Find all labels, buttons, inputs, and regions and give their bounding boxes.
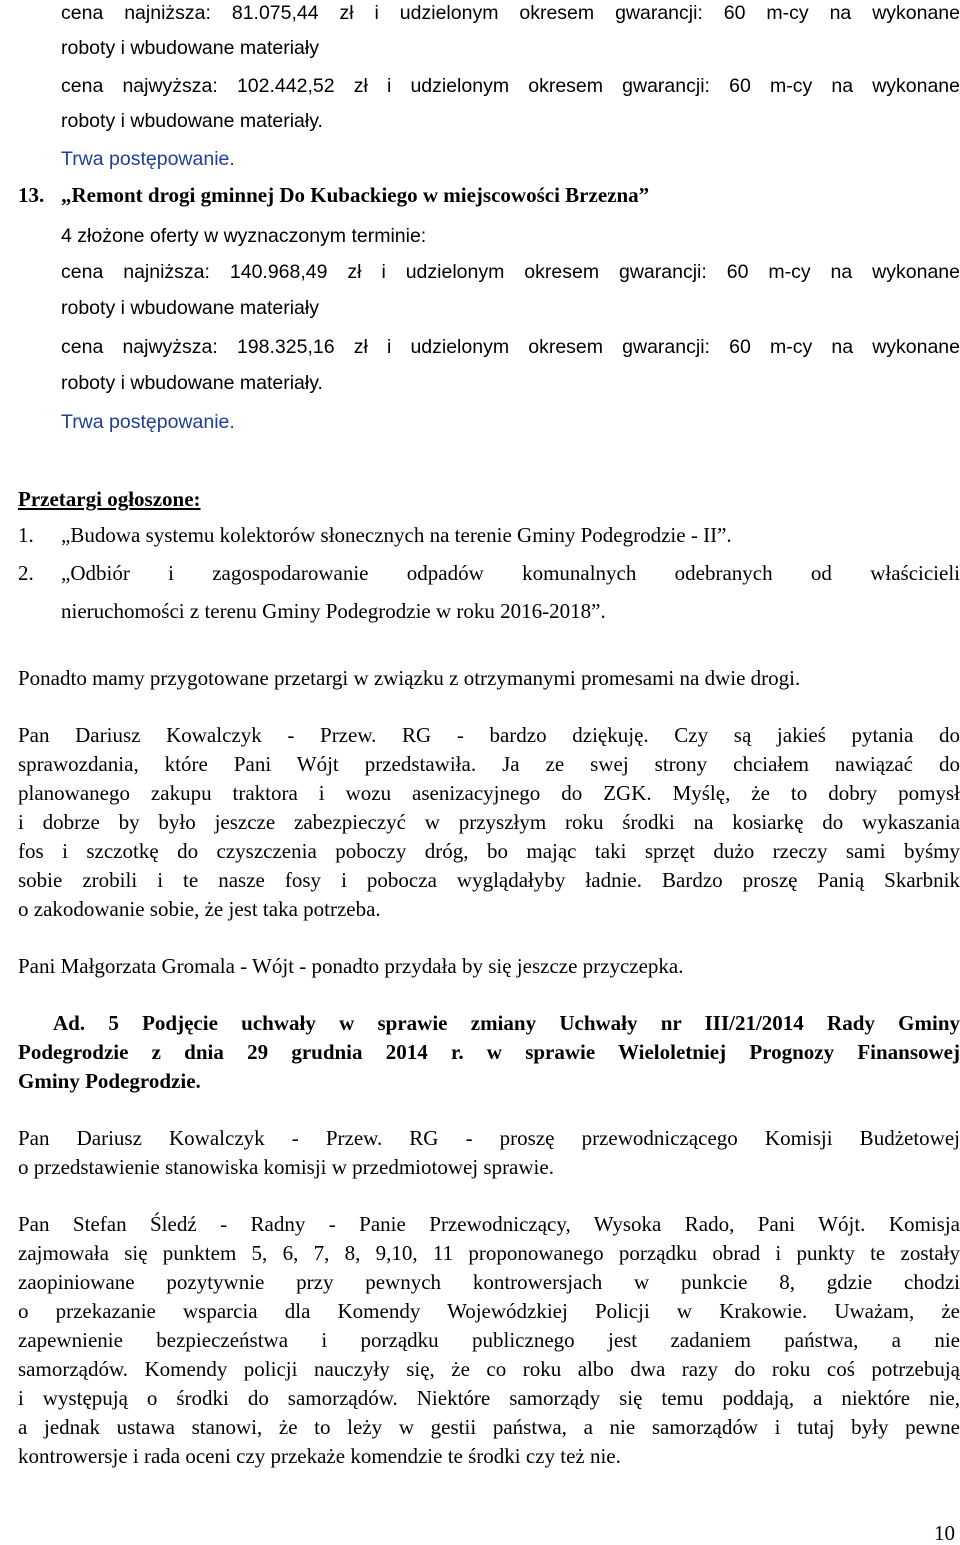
page-number: 10 (934, 1521, 955, 1545)
kowalczyk-paragraph-line: sobie zrobili i te nasze fosy i pobocza wyglądałyby ładnie. Bardzo proszę Panią Skarbnik (18, 868, 960, 892)
sledz-paragraph-line: a jednak ustawa stanowi, że to leży w gestii państwa, a nie samorządów i tutaj były pewne (18, 1415, 960, 1439)
kowalczyk-paragraph-line: fos i szczotkę do czyszczenia poboczy dróg, bo mając taki sprzęt dużo rzeczy sami byśmy (18, 839, 960, 863)
ad5-heading-line: Podegrodzie z dnia 29 grudnia 2014 r. w sprawie Wieloletniej Prognozy Finansowej (18, 1040, 960, 1064)
item12-max-price-line1: cena najwyższa: 102.442,52 zł i udzielonym okresem gwarancji: 60 m-cy na wykonane (61, 75, 960, 97)
sledz-paragraph-line: kontrowersje i rada oceni czy przekaże komendzie te środki czy też nie. (18, 1444, 621, 1468)
announced-item (18, 522, 732, 548)
item13-min-price-line2: roboty i wbudowane materiały (61, 297, 319, 319)
kowalczyk-paragraph-line: planowanego zakupu traktora i wozu asenizacyjnego do ZGK. Myślę, że to dobry pomysł (18, 781, 960, 805)
announced-heading: Przetargi ogłoszone: (18, 487, 201, 511)
item12-status: Trwa postępowanie. (61, 148, 235, 170)
announced-item-text: „Budowa systemu kolektorów słonecznych na terenie Gminy Podegrodzie - II”. (61, 523, 732, 547)
ad5-heading-line: Ad. 5 Podjęcie uchwały w sprawie zmiany Uchwały nr III/21/2014 Rady Gminy (53, 1011, 960, 1035)
item13-title: „Remont drogi gminnej Do Kubackiego w miejscowości Brzezna” (61, 183, 650, 207)
item13-max-price-line1: cena najwyższa: 198.325,16 zł i udzielonym okresem gwarancji: 60 m-cy na wykonane (61, 336, 960, 358)
kowalczyk2-paragraph-line: o przedstawienie stanowiska komisji w przedmiotowej sprawie. (18, 1155, 554, 1179)
kowalczyk2-paragraph-line: Pan Dariusz Kowalczyk - Przew. RG - proszę przewodniczącego Komisji Budżetowej (18, 1126, 960, 1150)
item13-max-price-line2: roboty i wbudowane materiały. (61, 372, 323, 394)
announced-item-text: „Odbiór i zagospodarowanie odpadów komunalnych odebranych od właścicieli (61, 561, 960, 585)
sledz-paragraph-line: samorządów. Komendy policji nauczyły się, że co roku albo dwa razy do roku coś potrzebują (18, 1357, 960, 1381)
announced-item-number: 2. (18, 561, 34, 585)
promises-paragraph: Ponadto mamy przygotowane przetargi w związku z otrzymanymi promesami na dwie drogi. (18, 666, 801, 690)
gromala-paragraph: Pani Małgorzata Gromala - Wójt - ponadto przydała by się jeszcze przyczepka. (18, 954, 684, 978)
kowalczyk-paragraph-line: sprawozdania, które Pani Wójt przedstawiła. Ja ze swej strony chciałem nawiązać do (18, 752, 960, 776)
item13-heading (18, 182, 649, 208)
kowalczyk-paragraph-line: Pan Dariusz Kowalczyk - Przew. RG - bardzo dziękuję. Czy są jakieś pytania do (18, 723, 960, 747)
sledz-paragraph-line: i występują o środki do samorządów. Niektóre samorządy się temu poddają, a niektóre nie, (18, 1386, 960, 1410)
sledz-paragraph-line: zapewnienie bezpieczeństwa i porządku publicznego jest zadaniem państwa, a nie (18, 1328, 960, 1352)
item13-offers: 4 złożone oferty w wyznaczonym terminie: (61, 225, 427, 247)
item13-number: 13. (18, 183, 45, 207)
item12-max-price-line2: roboty i wbudowane materiały. (61, 110, 323, 132)
ad5-heading-line: Gminy Podegrodzie. (18, 1069, 201, 1093)
kowalczyk-paragraph-line: i dobrze by było jeszcze zabezpieczyć w przyszłym roku środki na kosiarkę do wykaszania (18, 810, 960, 834)
sledz-paragraph-line: zaopiniowane pozytywnie przy pewnych kontrowersjach w punkcie 8, gdzie chodzi (18, 1270, 960, 1294)
announced-item-number: 1. (18, 523, 34, 547)
sledz-paragraph-line: Pan Stefan Śledź - Radny - Panie Przewodniczący, Wysoka Rado, Pani Wójt. Komisja (18, 1212, 960, 1236)
sledz-paragraph-line: zajmowała się punktem 5, 6, 7, 8, 9,10, 11 proponowanego porządku obrad i punkty te zostały (18, 1241, 960, 1265)
announced-item (18, 560, 960, 586)
item13-min-price-line1: cena najniższa: 140.968,49 zł i udzielonym okresem gwarancji: 60 m-cy na wykonane (61, 261, 960, 283)
kowalczyk-paragraph-line: o zakodowanie sobie, że jest taka potrzeba. (18, 897, 381, 921)
sledz-paragraph-line: o przekazanie wsparcia dla Komendy Wojewódzkiej Policji w Krakowie. Uważam, że (18, 1299, 960, 1323)
announced-item-text-cont: nieruchomości z terenu Gminy Podegrodzie w roku 2016-2018”. (61, 599, 606, 623)
item13-status: Trwa postępowanie. (61, 411, 235, 433)
item12-min-price-line1: cena najniższa: 81.075,44 zł i udzielonym okresem gwarancji: 60 m-cy na wykonane (61, 2, 960, 24)
item12-min-price-line2: roboty i wbudowane materiały (61, 37, 319, 59)
